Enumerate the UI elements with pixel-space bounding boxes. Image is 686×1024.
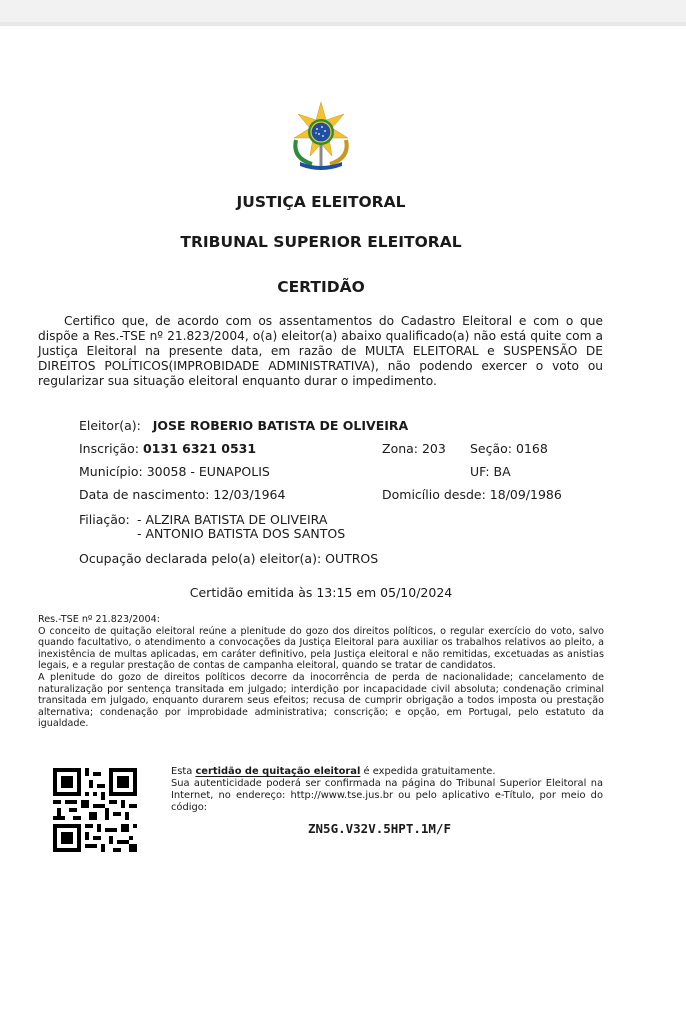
birth-date: Data de nascimento: 12/03/1964 xyxy=(79,487,286,502)
secao: Seção: 0168 xyxy=(470,441,548,456)
legal-paragraph-1: O conceito de quitação eleitoral reúne a plenitude do gozo dos direitos políticos, o regular exercício do voto, salvo quando facultativo, o atendimento a convocações da Justiça Eleitoral para auxiliar os trabalhos relativos ao pleito, a inexistência de multas aplicadas, em caráter definitivo, pela Justiça eleitoral e não remitidas, excetuadas as anistias legais, e a regular prestação de contas de campanha eleitoral, quando se tratar de candidatos. xyxy=(38,625,604,672)
zona: Zona: 203 xyxy=(382,441,446,456)
inscription-number: 0131 6321 0531 xyxy=(142,441,257,456)
legal-notes xyxy=(38,614,604,730)
filiacao-label: Filiação: xyxy=(79,512,130,527)
auth-post: é expedida gratuitamente. xyxy=(363,766,496,777)
verification-code: ZN5G.V32V.5HPT.1M/F xyxy=(308,821,451,836)
occupation: Ocupação declarada pelo(a) eleitor(a): OUTROS xyxy=(79,551,379,566)
filiacao-mother: - ALZIRA BATISTA DE OLIVEIRA xyxy=(137,512,328,527)
uf: UF: BA xyxy=(470,464,511,479)
voter-name-row xyxy=(79,418,408,433)
voter-name: JOSE ROBERIO BATISTA DE OLIVEIRA xyxy=(152,418,409,433)
authenticity-note xyxy=(171,766,603,814)
certificate-type-link[interactable]: certidão de quitação eleitoral xyxy=(195,766,361,777)
voter-name-label: Eleitor(a): xyxy=(79,418,141,433)
emission-timestamp: Certidão emitida às 13:15 em 05/10/2024 xyxy=(189,585,453,600)
qr-code-icon xyxy=(53,768,137,852)
page-top-shadow xyxy=(0,22,686,26)
org-title: JUSTIÇA ELEITORAL xyxy=(236,193,406,211)
certificate-statement: Certifico que, de acordo com os assentamentos do Cadastro Eleitoral e com o que dispõe a Res.-TSE nº 21.823/2004, o(a) eleitor(a) abaixo qualificado(a) não está quite com a Justiça Eleitoral na presente data, em razão de MULTA ELEITORAL e SUSPENSÃO DE DIREITOS POLÍTICOS(IMPROBIDADE ADMINISTRATIVA), não podendo exercer o voto ou regularizar sua situação eleitoral enquanto durar o impedimento. xyxy=(38,314,603,388)
browser-top-bar xyxy=(0,0,686,22)
legal-paragraph-2: A plenitude do gozo de direitos políticos decorre da inocorrência de perda de nacionalidade; cancelamento de naturalização por sentença transitada em julgado; interdição por incapacidade civil absoluta; condenação criminal transitada em julgado, enquanto durarem seus efeitos; recusa de cumprir obrigação a todos imposta ou prestação alternativa; condenação por improbidade administrativa; conscrição; e opção, em Portugal, pelo estatuto da igualdade. xyxy=(38,671,604,730)
municipio: Município: 30058 - EUNAPOLIS xyxy=(79,464,270,479)
court-title: TRIBUNAL SUPERIOR ELEITORAL xyxy=(180,233,462,251)
auth-instructions: Sua autenticidade poderá ser confirmada na página do Tribunal Superior Eleitoral na Internet, no endereço: http://www.tse.jus.br ou pelo aplicativo e-Título, por meio do código: xyxy=(171,778,603,813)
brazil-coat-of-arms-icon xyxy=(286,100,356,172)
document-title: CERTIDÃO xyxy=(277,278,365,296)
auth-pre: Esta xyxy=(171,766,193,777)
inscription-row xyxy=(79,441,256,456)
legal-heading: Res.-TSE nº 21.823/2004: xyxy=(38,614,160,625)
inscription-label: Inscrição: xyxy=(79,441,139,456)
filiacao-father: - ANTONIO BATISTA DOS SANTOS xyxy=(137,526,346,541)
domicile-since: Domicílio desde: 18/09/1986 xyxy=(382,487,562,502)
